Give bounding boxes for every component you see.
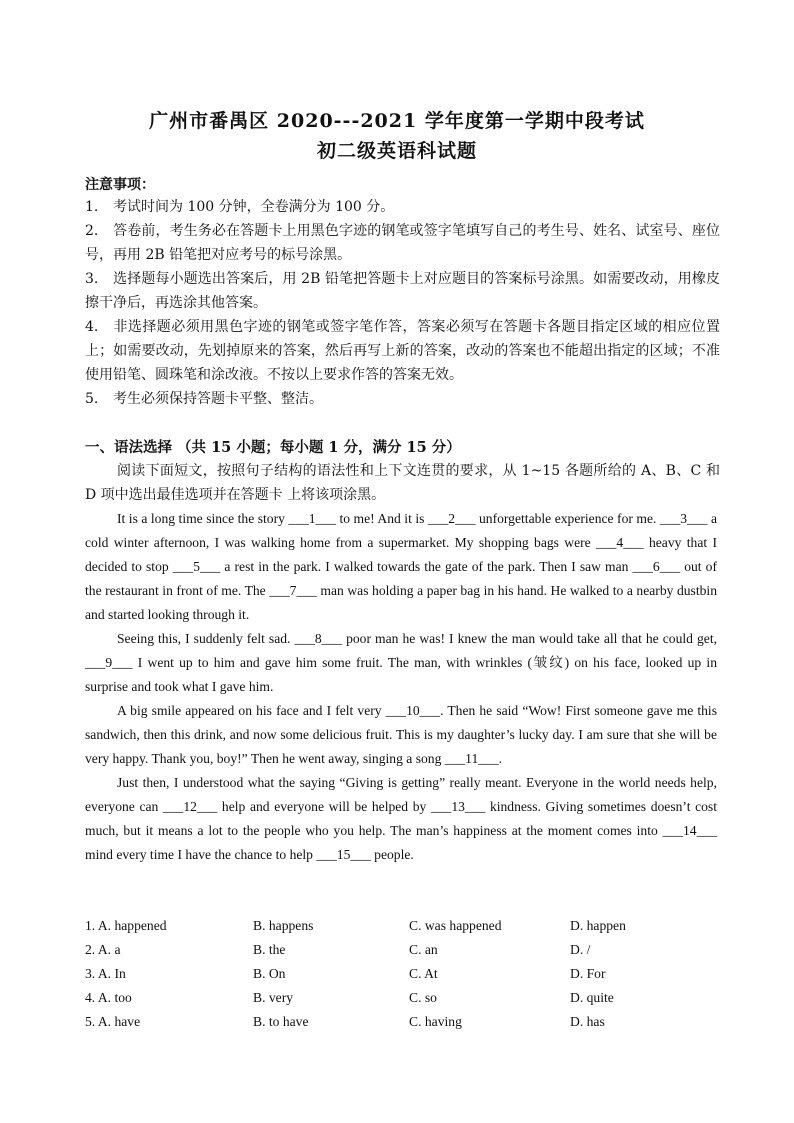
notes-list: [85, 195, 720, 411]
note-item: [85, 195, 720, 219]
option-a: 5. A. have: [85, 1014, 141, 1029]
note-text: 答卷前，考生务必在答题卡上用黑色字迹的钢笔或签字笔填写自己的考生号、姓名、试室号、座位号，再用 2B 铅笔把对应考号的标号涂黑。: [85, 223, 720, 263]
option-row: [85, 986, 725, 1010]
note-number: 4.: [85, 319, 99, 335]
passage-paragraph: Seeing this, I suddenly felt sad. ___8___ poor man he was! I knew the man would take all that he could get, ___9___ I went up to him and gave him some fruit. The man, with wrinkles (皱纹) on his face, looked up in surprise and took what I gave him.: [85, 631, 717, 694]
option-b: B. happens: [253, 918, 314, 933]
option-d: D. quite: [570, 990, 614, 1005]
option-a: 3. A. In: [85, 966, 126, 981]
option-d: D. For: [570, 966, 606, 981]
note-text: 考试时间为 100 分钟，全卷满分为 100 分。: [113, 199, 395, 215]
note-item: [85, 315, 720, 387]
option-b: B. very: [253, 990, 294, 1005]
option-c: C. so: [409, 990, 437, 1005]
note-item: [85, 219, 720, 267]
option-c: C. having: [409, 1014, 462, 1029]
exam-title: 广州市番禺区 2020---2021 学年度第一学期中段考试: [149, 110, 645, 132]
option-row: [85, 1010, 725, 1034]
option-a: 1. A. happened: [85, 918, 167, 933]
note-text: 考生必须保持答题卡平整、整洁。: [113, 391, 323, 407]
note-item: [85, 387, 720, 411]
answer-options: [85, 914, 725, 1034]
option-b: B. the: [253, 942, 286, 957]
section-instructions: 阅读下面短文，按照句子结构的语法性和上下文连贯的要求，从 1~15 各题所给的 A、B、C 和 D 项中选出最佳选项并在答题卡 上将该项涂黑。: [85, 463, 720, 503]
option-a: 2. A. a: [85, 942, 121, 957]
passage-paragraph: It is a long time since the story ___1___ to me! And it is ___2___ unforgettable experience for me. ___3___ a cold winter afternoon, I was walking home from a supermarket. My shopping bags were ___4___ heavy that I decided to stop ___5___ a rest in the park. I walked towards the gate of the park. Then I saw man ___6___ out of the restaurant in front of me. The ___7___ man was holding a paper bag in his hand. He walked to a nearby dustbin and started looking through it.: [85, 511, 717, 622]
note-item: [85, 267, 720, 315]
note-number: 2.: [85, 223, 99, 239]
option-d: D. /: [570, 942, 591, 957]
option-row: [85, 914, 725, 938]
passage-paragraph: Just then, I understood what the saying “Giving is getting” really meant. Everyone in the world needs help, everyone can ___12___ help and everyone will be helped by ___13___ kindness. Giving sometimes doesn’t cost much, but it means a lot to the people who you help. The man’s happiness at the moment comes into ___14___ mind every time I have the chance to help ___15___ people.: [85, 775, 717, 862]
option-row: [85, 962, 725, 986]
section-heading: 一、语法选择 （共 15 小题；每小题 1 分，满分 15 分）: [85, 439, 461, 456]
note-number: 5.: [85, 391, 99, 407]
note-number: 3.: [85, 271, 99, 287]
note-text: 非选择题必须用黑色字迹的钢笔或签字笔作答，答案必须写在答题卡各题目指定区域的相应位置上；如需要改动，先划掉原来的答案，然后再写上新的答案，改动的答案也不能超出指定的区域；不准使用铅笔、圆珠笔和涂改液。不按以上要求作答的答案无效。: [85, 319, 720, 383]
option-a: 4. A. too: [85, 990, 132, 1005]
option-row: [85, 938, 725, 962]
notes-heading: 注意事项：: [85, 177, 155, 193]
option-d: D. has: [570, 1014, 605, 1029]
reading-passage: [85, 507, 717, 867]
passage-paragraph: A big smile appeared on his face and I felt very ___10___. Then he said “Wow! First someone gave me this sandwich, then this drink, and now some delicious fruit. This is my daughter’s lucky day. I am sure that she will be very happy. Thank you, boy!” Then he went away, singing a song ___11___.: [85, 703, 717, 766]
option-d: D. happen: [570, 918, 626, 933]
note-text: 选择题每小题选出答案后，用 2B 铅笔把答题卡上对应题目的答案标号涂黑。如需要改动，用橡皮擦干净后，再选涂其他答案。: [85, 271, 720, 311]
option-b: B. On: [253, 966, 286, 981]
option-c: C. At: [409, 966, 438, 981]
option-c: C. an: [409, 942, 438, 957]
exam-subtitle: 初二级英语科试题: [316, 140, 477, 162]
option-c: C. was happened: [409, 918, 502, 933]
option-b: B. to have: [253, 1014, 309, 1029]
note-number: 1.: [85, 199, 99, 215]
